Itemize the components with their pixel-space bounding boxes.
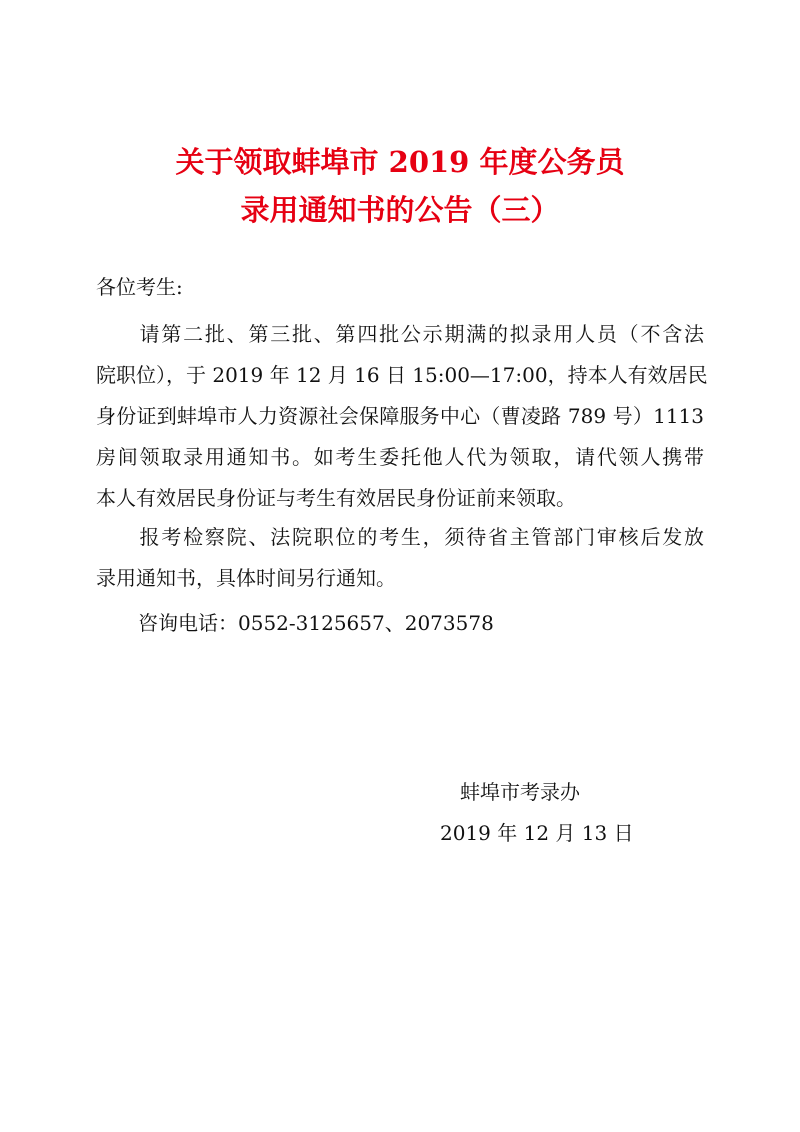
paragraph-line: 身份证到蚌埠市人力资源社会保障服务中心（曹凌路 789 号）1113 (96, 404, 704, 428)
announcement-title-line1: 关于领取蚌埠市 2019 年度公务员 (175, 145, 625, 179)
issuer-signature: 蚌埠市考录办 (460, 780, 580, 804)
salutation: 各位考生: (96, 275, 183, 299)
issue-date: 2019 年 12 月 13 日 (440, 821, 634, 845)
consult-phone: 咨询电话：0552-3125657、2073578 (138, 611, 494, 635)
paragraph-collection-notice (96, 314, 708, 519)
paragraph-line: 录用通知书，具体时间另行通知。 (96, 566, 396, 590)
paragraph-line: 院职位），于 2019 年 12 月 16 日 15:00—17:00，持本人有效居民 (96, 363, 708, 387)
paragraph-line: 报考检察院、法院职位的考生，须待省主管部门审核后发放 (96, 525, 704, 549)
paragraph-line: 本人有效居民身份证与考生有效居民身份证前来领取。 (96, 486, 576, 510)
paragraph-line: 请第二批、第三批、第四批公示期满的拟录用人员（不含法 (96, 322, 704, 346)
paragraph-court-procuratorate-notice (96, 517, 704, 599)
announcement-title-line2: 录用通知书的公告（三） (240, 193, 560, 227)
paragraph-line: 房间领取录用通知书。如考生委托他人代为领取，请代领人携带 (96, 445, 704, 469)
